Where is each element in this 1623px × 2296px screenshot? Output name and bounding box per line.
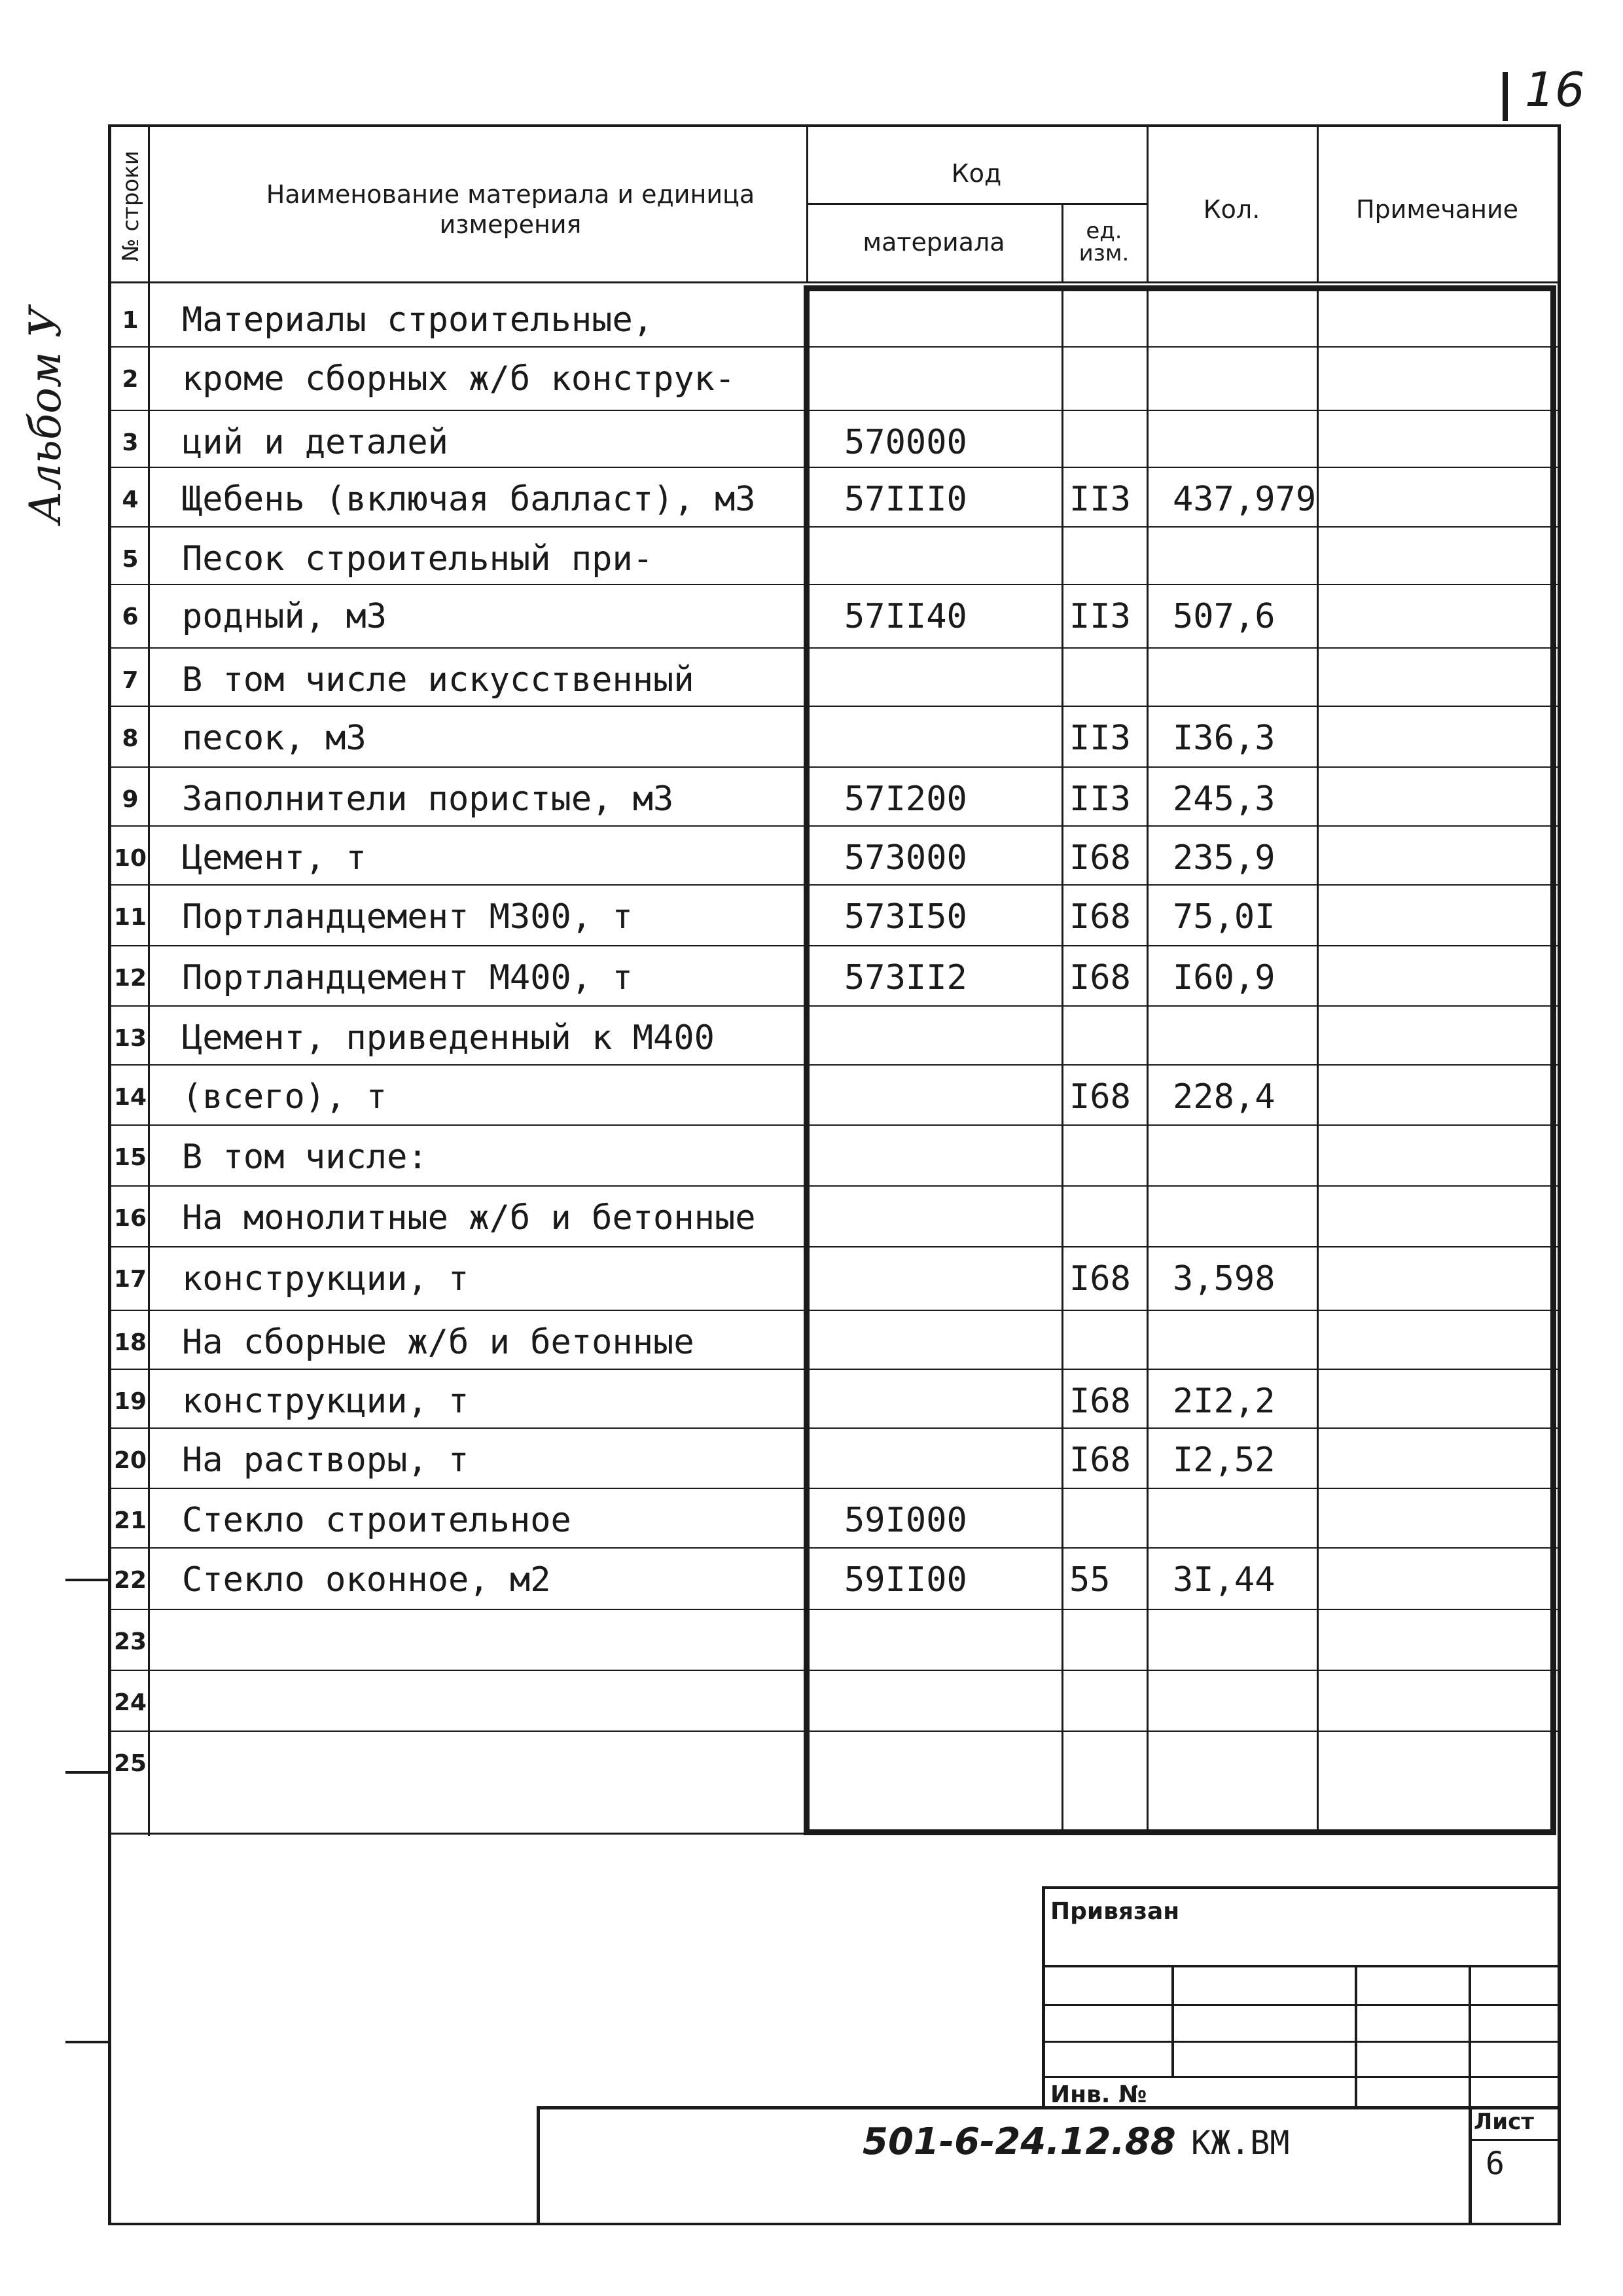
table-row <box>111 1008 1558 1068</box>
unit-code <box>1069 650 1154 710</box>
row-number: 10 <box>113 844 147 872</box>
unit-code <box>1069 1312 1154 1372</box>
material-name: Материалы строительные, <box>182 300 654 340</box>
table-row <box>111 469 1558 529</box>
grid-line <box>806 203 1147 205</box>
sheet-number-bar <box>1503 72 1508 121</box>
row-divider <box>111 346 1558 348</box>
unit-code: 55 <box>1069 1560 1111 1600</box>
table-row <box>111 1490 1558 1551</box>
table-row <box>111 1733 1558 1793</box>
unit-code <box>1069 1490 1154 1551</box>
table-row <box>111 412 1558 473</box>
material-code <box>844 1127 1093 1187</box>
stamp-line <box>1042 1965 1559 1967</box>
sheet-value: 6 <box>1486 2145 1505 2182</box>
material-code <box>844 349 1093 409</box>
material-name: Цемент, приведенный к М400 <box>182 1018 715 1058</box>
material-code <box>844 1611 1093 1672</box>
row-number: 7 <box>122 666 139 694</box>
row-number: 8 <box>122 725 139 752</box>
unit-code <box>1069 1127 1154 1187</box>
material-code: 573000 <box>844 838 967 878</box>
material-name: В том числе искусственный <box>182 660 694 700</box>
row-number: 19 <box>113 1388 147 1415</box>
row-number: 15 <box>113 1143 147 1171</box>
unit-code: I68 <box>1069 838 1131 878</box>
material-code <box>844 708 1093 768</box>
grid-line <box>1147 124 1149 281</box>
row-divider <box>111 1064 1558 1066</box>
material-code <box>844 1008 1093 1068</box>
unit-code <box>1069 1733 1154 1793</box>
quantity: 75,0I <box>1173 897 1275 937</box>
row-number: 4 <box>122 486 139 513</box>
row-number: 2 <box>122 365 139 393</box>
row-divider <box>111 1427 1558 1429</box>
row-divider <box>111 766 1558 768</box>
quantity: 3I,44 <box>1173 1560 1275 1600</box>
row-divider <box>111 647 1558 649</box>
row-divider <box>111 1547 1558 1549</box>
unit-code <box>1069 1188 1154 1248</box>
side-mark <box>65 1579 111 1581</box>
material-code <box>844 1188 1093 1248</box>
quantity <box>1173 1733 1343 1793</box>
row-number: 24 <box>113 1689 147 1716</box>
row-divider <box>111 467 1558 468</box>
quantity: I36,3 <box>1173 719 1275 758</box>
table-row <box>111 1550 1558 1610</box>
material-name: (всего), т <box>182 1077 387 1117</box>
row-number: 22 <box>113 1566 147 1594</box>
material-code: 573I50 <box>844 897 967 937</box>
row-number: 16 <box>113 1204 147 1232</box>
material-code: 57I200 <box>844 780 967 819</box>
table-row <box>111 1127 1558 1187</box>
stamp-line <box>1355 1965 1357 2109</box>
header-name: Наименование материала и единица измерения <box>266 180 755 239</box>
grid-line <box>1317 124 1319 281</box>
stamp-line <box>1469 2106 1472 2224</box>
stamp-line <box>1469 1965 1471 2109</box>
row-divider <box>111 1731 1558 1732</box>
frame-right <box>1558 124 1561 2225</box>
table-row <box>111 290 1558 350</box>
document-mark: КЖ.ВМ <box>1191 2124 1290 2162</box>
quantity <box>1173 412 1343 473</box>
row-divider <box>111 1369 1558 1370</box>
table-row <box>111 1430 1558 1490</box>
stamp-line <box>1042 1886 1559 1889</box>
quantity: 235,9 <box>1173 838 1275 878</box>
grid-line <box>111 281 1559 283</box>
material-name: родный, м3 <box>182 597 387 636</box>
row-number: 1 <box>122 306 139 334</box>
quantity <box>1173 1188 1343 1248</box>
row-number: 13 <box>113 1024 147 1052</box>
material-name: Портландцемент М400, т <box>182 958 633 997</box>
table-row <box>111 1371 1558 1431</box>
quantity: 228,4 <box>1173 1077 1275 1117</box>
unit-code: II3 <box>1069 597 1131 636</box>
material-name <box>182 1672 908 1732</box>
material-code: 59II00 <box>844 1560 967 1600</box>
table-row <box>111 948 1558 1008</box>
material-name: Цемент, т <box>182 838 366 878</box>
row-number: 14 <box>113 1083 147 1111</box>
table-row <box>111 1611 1558 1672</box>
table-row <box>111 887 1558 947</box>
document-code: 501-6-24.12.88 <box>863 2121 1176 2163</box>
row-divider <box>111 1005 1558 1007</box>
row-number: 25 <box>113 1749 147 1777</box>
row-divider <box>111 584 1558 585</box>
material-name: Щебень (включая балласт), м3 <box>182 480 756 519</box>
header-row-number: № строки <box>118 151 144 262</box>
material-code <box>844 1312 1093 1372</box>
material-code: 570000 <box>844 423 967 462</box>
material-code <box>844 1249 1093 1309</box>
row-divider <box>111 1185 1558 1187</box>
unit-code: I68 <box>1069 958 1131 997</box>
table-row <box>111 1067 1558 1127</box>
unit-code: I68 <box>1069 1441 1131 1480</box>
stamp-line <box>537 2106 1559 2109</box>
unit-code: II3 <box>1069 480 1131 519</box>
row-divider <box>111 1670 1558 1671</box>
row-number: 11 <box>113 903 147 931</box>
row-divider <box>111 1609 1558 1610</box>
table-row <box>111 349 1558 409</box>
stamp-line <box>1042 2076 1559 2078</box>
quantity <box>1173 1127 1343 1187</box>
quantity <box>1173 290 1343 350</box>
row-divider <box>111 526 1558 528</box>
quantity <box>1173 349 1343 409</box>
unit-code <box>1069 290 1154 350</box>
material-name: Портландцемент М300, т <box>182 897 633 937</box>
table-row <box>111 1188 1558 1248</box>
unit-code <box>1069 1672 1154 1732</box>
material-code <box>844 1672 1093 1732</box>
unit-code <box>1069 1008 1154 1068</box>
stamp-line <box>1171 1965 1174 2076</box>
row-number: 20 <box>113 1446 147 1474</box>
material-name <box>182 1733 908 1793</box>
table-row <box>111 529 1558 589</box>
quantity: I2,52 <box>1173 1441 1275 1480</box>
material-code <box>844 529 1093 589</box>
quantity <box>1173 650 1343 710</box>
row-number: 18 <box>113 1329 147 1356</box>
row-divider <box>111 706 1558 707</box>
header-code-unit: ед. изм. <box>1079 218 1130 266</box>
table-row <box>111 650 1558 710</box>
material-code: 57III0 <box>844 480 967 519</box>
row-divider <box>111 1124 1558 1126</box>
material-name: На монолитные ж/б и бетонные <box>182 1198 756 1238</box>
frame-bottom <box>108 2223 1561 2225</box>
row-number: 5 <box>122 545 139 573</box>
row-number: 6 <box>122 603 139 630</box>
quantity <box>1173 1008 1343 1068</box>
row-divider <box>111 1310 1558 1311</box>
material-name: В том числе: <box>182 1138 428 1177</box>
header-note: Примечание <box>1355 195 1519 224</box>
material-name: Стекло оконное, м2 <box>182 1560 551 1600</box>
row-number: 21 <box>113 1507 147 1534</box>
stamp-line <box>537 2106 540 2224</box>
stamp-line <box>1469 2139 1559 2141</box>
material-name: Песок строительный при- <box>182 539 654 579</box>
unit-code: II3 <box>1069 780 1131 819</box>
material-code <box>844 1067 1093 1127</box>
quantity <box>1173 1611 1343 1672</box>
table-row <box>111 708 1558 768</box>
material-name: конструкции, т <box>182 1259 469 1299</box>
side-mark <box>65 1771 111 1774</box>
header-quantity: Кол. <box>1203 195 1260 224</box>
material-code: 59I000 <box>844 1501 967 1540</box>
material-name: На растворы, т <box>182 1441 469 1480</box>
row-divider <box>111 884 1558 886</box>
table-row <box>111 1672 1558 1732</box>
material-code <box>844 290 1093 350</box>
table-row <box>111 586 1558 647</box>
grid-line <box>1061 204 1063 281</box>
row-number: 3 <box>122 429 139 456</box>
table-row <box>111 769 1558 829</box>
unit-code: I68 <box>1069 1259 1131 1299</box>
quantity: 3,598 <box>1173 1259 1275 1299</box>
unit-code <box>1069 349 1154 409</box>
material-name: Стекло строительное <box>182 1501 571 1540</box>
material-name: конструкции, т <box>182 1382 469 1421</box>
row-divider <box>111 825 1558 827</box>
unit-code: II3 <box>1069 719 1131 758</box>
bound-label: Привязан <box>1050 1898 1180 1925</box>
unit-code <box>1069 529 1154 589</box>
material-code: 573II2 <box>844 958 967 997</box>
material-name: На сборные ж/б и бетонные <box>182 1323 694 1362</box>
quantity: 437,979 <box>1173 480 1317 519</box>
material-code <box>844 1371 1093 1431</box>
album-label: Альбом У <box>20 306 71 524</box>
unit-code: I68 <box>1069 1077 1131 1117</box>
material-code: 57II40 <box>844 597 967 636</box>
quantity: 2I2,2 <box>1173 1382 1275 1421</box>
sheet-label: Лист <box>1474 2109 1534 2135</box>
material-name: кроме сборных ж/б конструк- <box>182 359 736 399</box>
stamp-line <box>1042 2041 1559 2043</box>
stamp-line <box>1042 1886 1045 2109</box>
table-row <box>111 1249 1558 1309</box>
stamp-line <box>1042 2004 1559 2006</box>
inventory-label: Инв. № <box>1050 2081 1147 2108</box>
quantity: 245,3 <box>1173 780 1275 819</box>
quantity: I60,9 <box>1173 958 1275 997</box>
material-name: песок, м3 <box>182 719 366 758</box>
sheet-number: 16 <box>1525 62 1585 117</box>
row-number: 23 <box>113 1628 147 1655</box>
quantity <box>1173 1312 1343 1372</box>
row-number: 9 <box>122 785 139 813</box>
row-divider <box>111 1246 1558 1247</box>
material-code <box>844 650 1093 710</box>
quantity: 507,6 <box>1173 597 1275 636</box>
frame-top <box>108 124 1561 127</box>
material-name: Заполнители пористые, м3 <box>182 780 674 819</box>
material-code <box>844 1430 1093 1490</box>
row-divider <box>111 1488 1558 1489</box>
quantity <box>1173 1672 1343 1732</box>
row-number: 12 <box>113 964 147 992</box>
grid-line <box>111 1833 805 1835</box>
quantity <box>1173 1490 1343 1551</box>
header-code: Код <box>951 159 1002 188</box>
material-name <box>182 1611 908 1672</box>
header-code-material: материала <box>863 228 1005 257</box>
material-name: ций и деталей <box>182 423 448 462</box>
quantity <box>1173 529 1343 589</box>
unit-code: I68 <box>1069 1382 1131 1421</box>
table-row <box>111 828 1558 888</box>
unit-code <box>1069 1611 1154 1672</box>
row-divider <box>111 945 1558 946</box>
material-code <box>844 1733 1093 1793</box>
unit-code <box>1069 412 1154 473</box>
row-divider <box>111 410 1558 411</box>
table-row <box>111 1312 1558 1372</box>
row-number: 17 <box>113 1265 147 1293</box>
side-mark <box>65 2041 111 2043</box>
unit-code: I68 <box>1069 897 1131 937</box>
body-frame-bottom <box>804 1829 1556 1835</box>
